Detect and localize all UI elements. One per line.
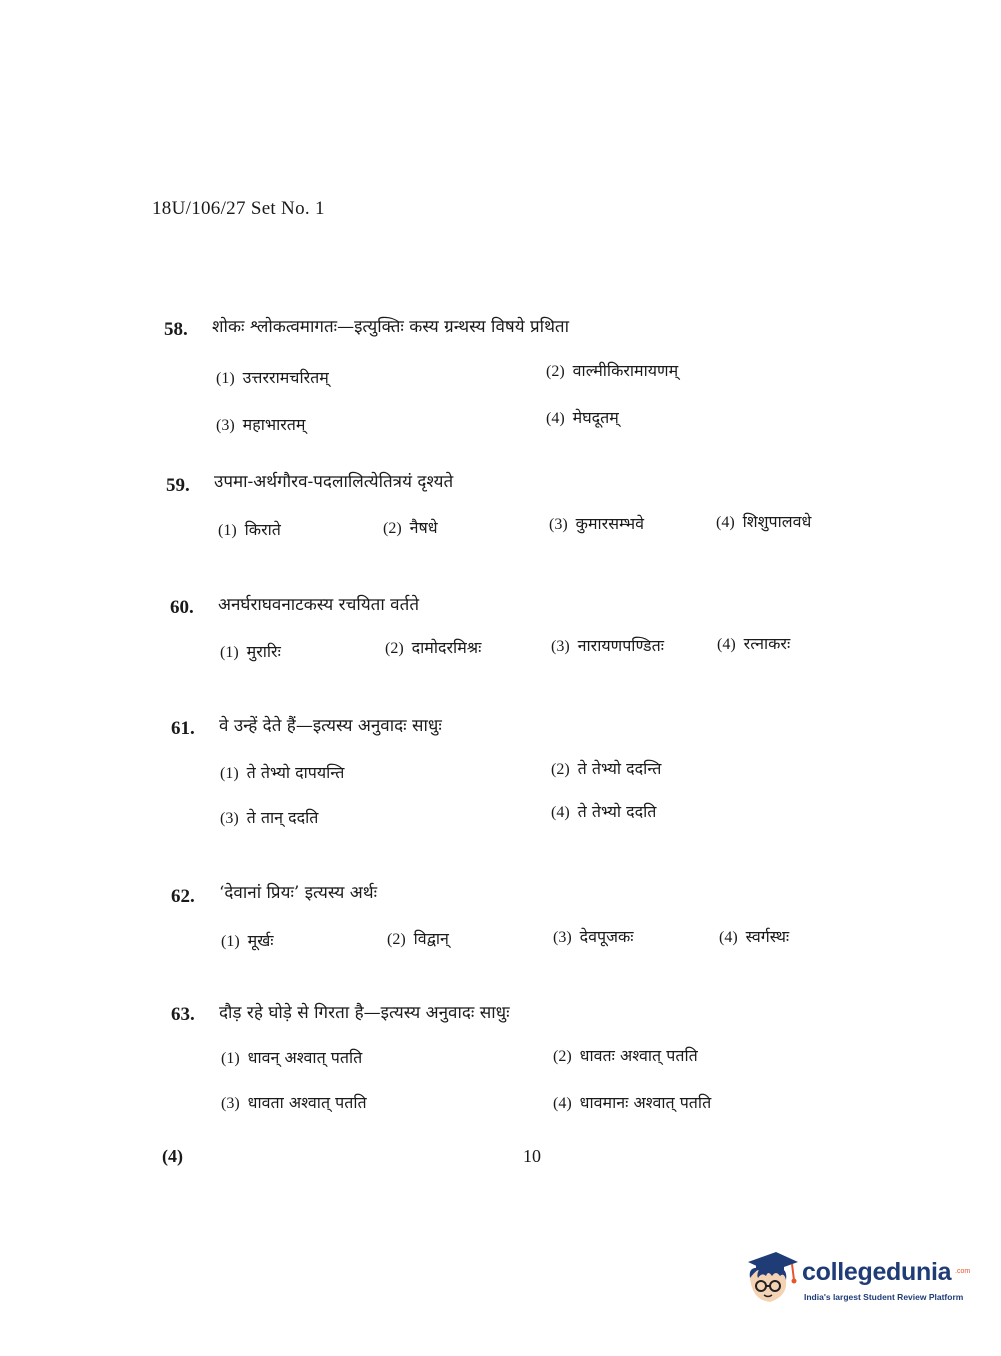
- logo-tagline: India's largest Student Review Platform: [804, 1292, 964, 1302]
- question-text: अनर्घराघवनाटकस्य रचयिता वर्तते: [218, 595, 420, 615]
- option-3: (3) ते तान् ददति: [220, 808, 319, 827]
- option-4: (4) मेघदूतम्: [546, 408, 619, 427]
- question-text: दौड़ रहे घोड़े से गिरता है—इत्यस्य अनुवादः साधुः: [219, 1003, 510, 1023]
- option-3: (3) महाभारतम्: [216, 415, 306, 434]
- header-code: 18U/106/27 Set No. 1: [152, 198, 325, 219]
- collegedunia-logo: [742, 1248, 972, 1312]
- question-number: 58.: [164, 319, 188, 340]
- option-2: (2) वाल्मीकिरामायणम्: [546, 361, 679, 380]
- page-number: 10: [523, 1146, 541, 1166]
- option-4: (4) रत्नाकरः: [717, 634, 791, 653]
- option-3: (3) नारायणपण्डितः: [551, 636, 664, 655]
- option-2: (2) दामोदरमिश्रः: [385, 638, 482, 657]
- option-1: (1) मुरारिः: [220, 642, 281, 661]
- option-2: (2) धावतः अश्वात् पतति: [553, 1046, 698, 1065]
- option-1: (1) ते तेभ्यो दापयन्ति: [220, 763, 345, 782]
- option-2: (2) ते तेभ्यो ददन्ति: [551, 759, 662, 778]
- option-1: (1) किराते: [218, 520, 281, 539]
- question-text: उपमा-अर्थगौरव-पदलालित्येतित्रयं दृश्यते: [214, 472, 454, 492]
- option-2: (2) विद्वान्: [387, 929, 449, 948]
- logo-domain: .com: [955, 1268, 971, 1275]
- option-4: (4) शिशुपालवधे: [716, 512, 812, 531]
- option-3: (3) धावता अश्वात् पतति: [221, 1093, 367, 1112]
- option-3: (3) देवपूजकः: [553, 927, 634, 946]
- question-number: 63.: [171, 1004, 195, 1025]
- option-1: (1) उत्तररामचरितम्: [216, 368, 329, 387]
- question-number: 61.: [171, 718, 195, 739]
- question-number: 62.: [171, 886, 195, 907]
- question-text: शोकः श्लोकत्वमागतः—इत्युक्तिः कस्य ग्रन्थस्य विषये प्रथिता: [212, 317, 570, 337]
- option-4: (4) स्वर्गस्थः: [719, 927, 790, 946]
- option-1: (1) मूर्खः: [221, 931, 274, 950]
- question-text: वे उन्हें देते हैं—इत्यस्य अनुवादः साधुः: [219, 716, 442, 736]
- option-4: (4) ते तेभ्यो ददति: [551, 802, 657, 821]
- option-4: (4) धावमानः अश्वात् पतति: [553, 1093, 712, 1112]
- option-1: (1) धावन् अश्वात् पतति: [221, 1048, 363, 1067]
- option-2: (2) नैषधे: [383, 518, 438, 537]
- question-text: ‘देवानां प्रियः’ इत्यस्य अर्थः: [219, 883, 378, 903]
- logo-wordmark: collegedunia: [802, 1258, 952, 1286]
- question-number: 60.: [170, 597, 194, 618]
- option-3: (3) कुमारसम्भवे: [549, 514, 644, 533]
- mascot-icon: [742, 1248, 798, 1308]
- question-number: 59.: [166, 475, 190, 496]
- footer-mark: (4): [162, 1146, 183, 1166]
